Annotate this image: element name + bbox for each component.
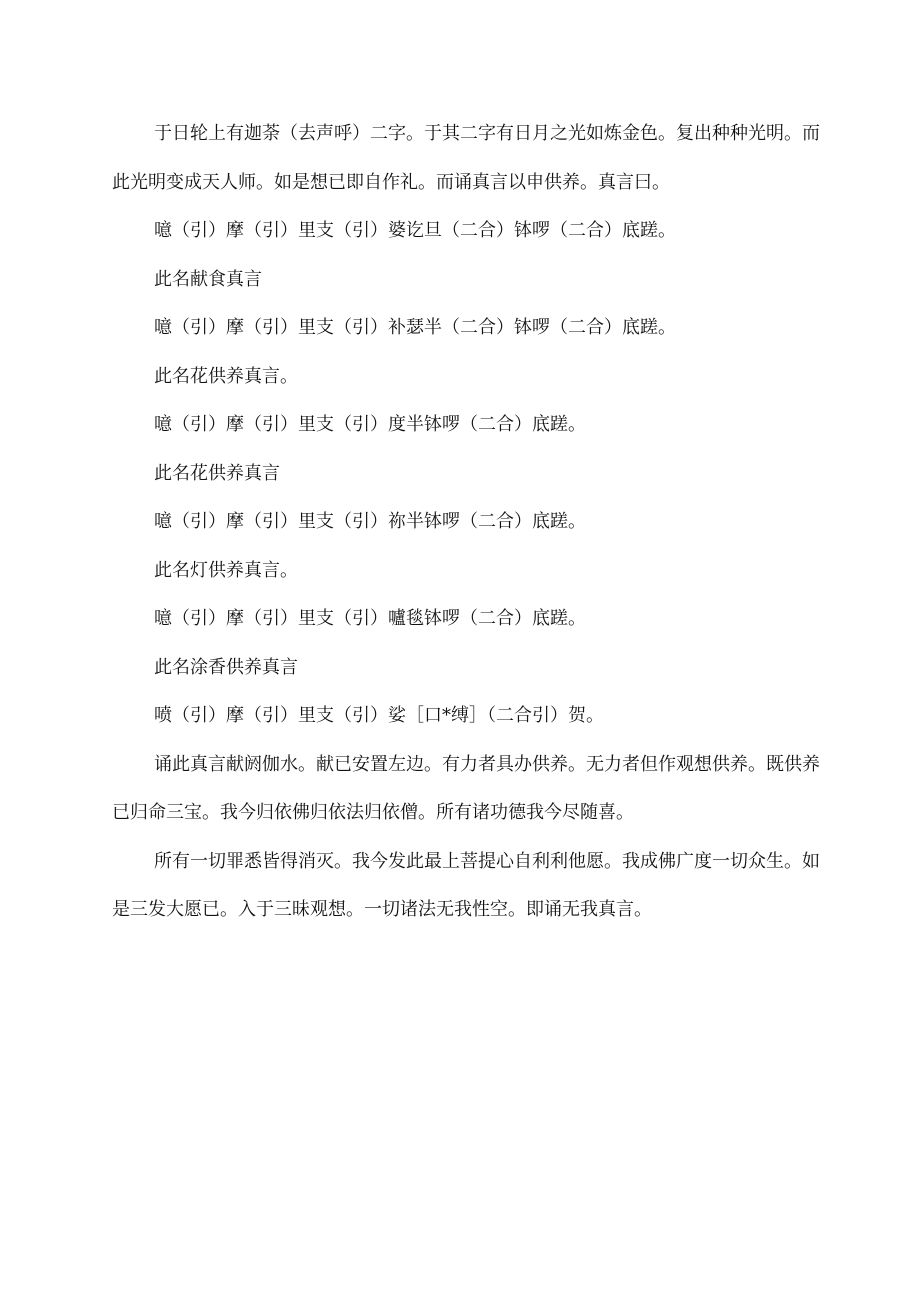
paragraph-10: 噫（引）摩（引）里支（引）嚧毯钵啰（二合）底蹉。 [154,608,586,629]
paragraph-7: 此名花供养真言 [154,462,280,484]
paragraph-5: 此名花供养真言。 [154,365,298,387]
paragraph-4: 噫（引）摩（引）里支（引）补瑟半（二合）钵啰（二合）底蹉。 [154,317,676,338]
paragraph-9: 此名灯供养真言。 [154,559,298,581]
paragraph-8: 噫（引）摩（引）里支（引）祢半钵啰（二合）底蹉。 [154,511,586,532]
paragraph-1: 于日轮上有迦荼（去声呼）二字。于其二字有日月之光如炼金色。复出种种光明。而此光明变成天人师。如是想已即自作礼。而诵真言以申供养。真言曰。 [112,123,820,193]
paragraph-14: 所有一切罪悉皆得消灭。我今发此最上菩提心自利利他愿。我成佛广度一切众生。如是三发大愿已。入于三昧观想。一切诸法无我性空。即诵无我真言。 [112,850,820,920]
paragraph-13: 诵此真言献阏伽水。献已安置左边。有力者具办供养。无力者但作观想供养。既供养已归命三宝。我今归依佛归依法归依僧。所有诸功德我今尽随喜。 [112,753,820,823]
paragraph-3: 此名献食真言 [154,268,262,290]
paragraph-11: 此名涂香供养真言 [154,656,298,678]
paragraph-6: 噫（引）摩（引）里支（引）度半钵啰（二合）底蹉。 [154,414,586,435]
document-body [112,110,824,935]
paragraph-2: 噫（引）摩（引）里支（引）婆讫旦（二合）钵啰（二合）底蹉。 [154,220,676,241]
paragraph-12: 喷（引）摩（引）里支（引）娑［口*缚］（二合引）贺。 [154,705,604,726]
